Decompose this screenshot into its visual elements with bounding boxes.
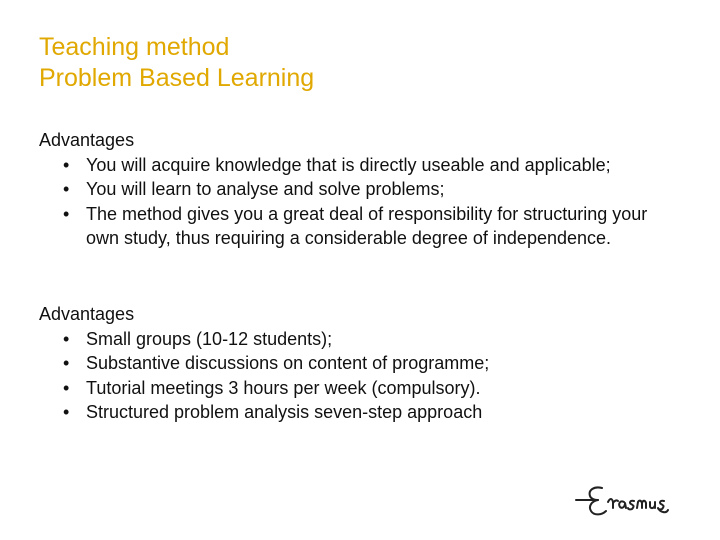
- bullet-icon: •: [63, 203, 70, 224]
- erasmus-signature-logo-icon: [572, 478, 682, 522]
- bullet-icon: •: [63, 377, 70, 398]
- bullet-text: Structured problem analysis seven-step approach: [86, 402, 483, 422]
- bullet-list: [39, 327, 666, 425]
- bullet-icon: •: [63, 328, 70, 349]
- bullet-item: [39, 177, 666, 202]
- bullet-item: [39, 153, 666, 178]
- bullet-text: Small groups (10-12 students);: [86, 328, 333, 349]
- erasmus-logo: [572, 478, 682, 522]
- bullet-icon: •: [63, 402, 70, 422]
- bullet-text: Substantive discussions on content of programme;: [86, 353, 490, 373]
- bullet-text: The method gives you a great deal of responsibility for structuring your own study, thus requiring a considerable degree of independence.: [86, 203, 648, 248]
- bullet-text: You will learn to analyse and solve problems;: [86, 179, 445, 199]
- slide-title: [39, 32, 314, 94]
- bullet-icon: •: [63, 179, 70, 199]
- bullet-item: [39, 400, 666, 425]
- bullet-item: [39, 351, 666, 376]
- bullet-icon: •: [63, 154, 70, 175]
- section-heading: Advantages: [39, 130, 135, 150]
- advantages-section-1: [39, 128, 666, 251]
- section-heading: Advantages: [39, 304, 135, 324]
- slide-title-line-2: Problem Based Learning: [39, 64, 315, 92]
- bullet-item: [39, 327, 666, 352]
- bullet-list: [39, 153, 666, 251]
- bullet-text: You will acquire knowledge that is directly useable and applicable;: [86, 154, 611, 175]
- bullet-item: [39, 376, 666, 401]
- slide-title-line-1: Teaching method: [39, 33, 230, 61]
- bullet-text: Tutorial meetings 3 hours per week (compulsory).: [86, 377, 481, 398]
- advantages-section-2: [39, 302, 666, 425]
- bullet-item: [39, 202, 666, 251]
- bullet-icon: •: [63, 353, 70, 373]
